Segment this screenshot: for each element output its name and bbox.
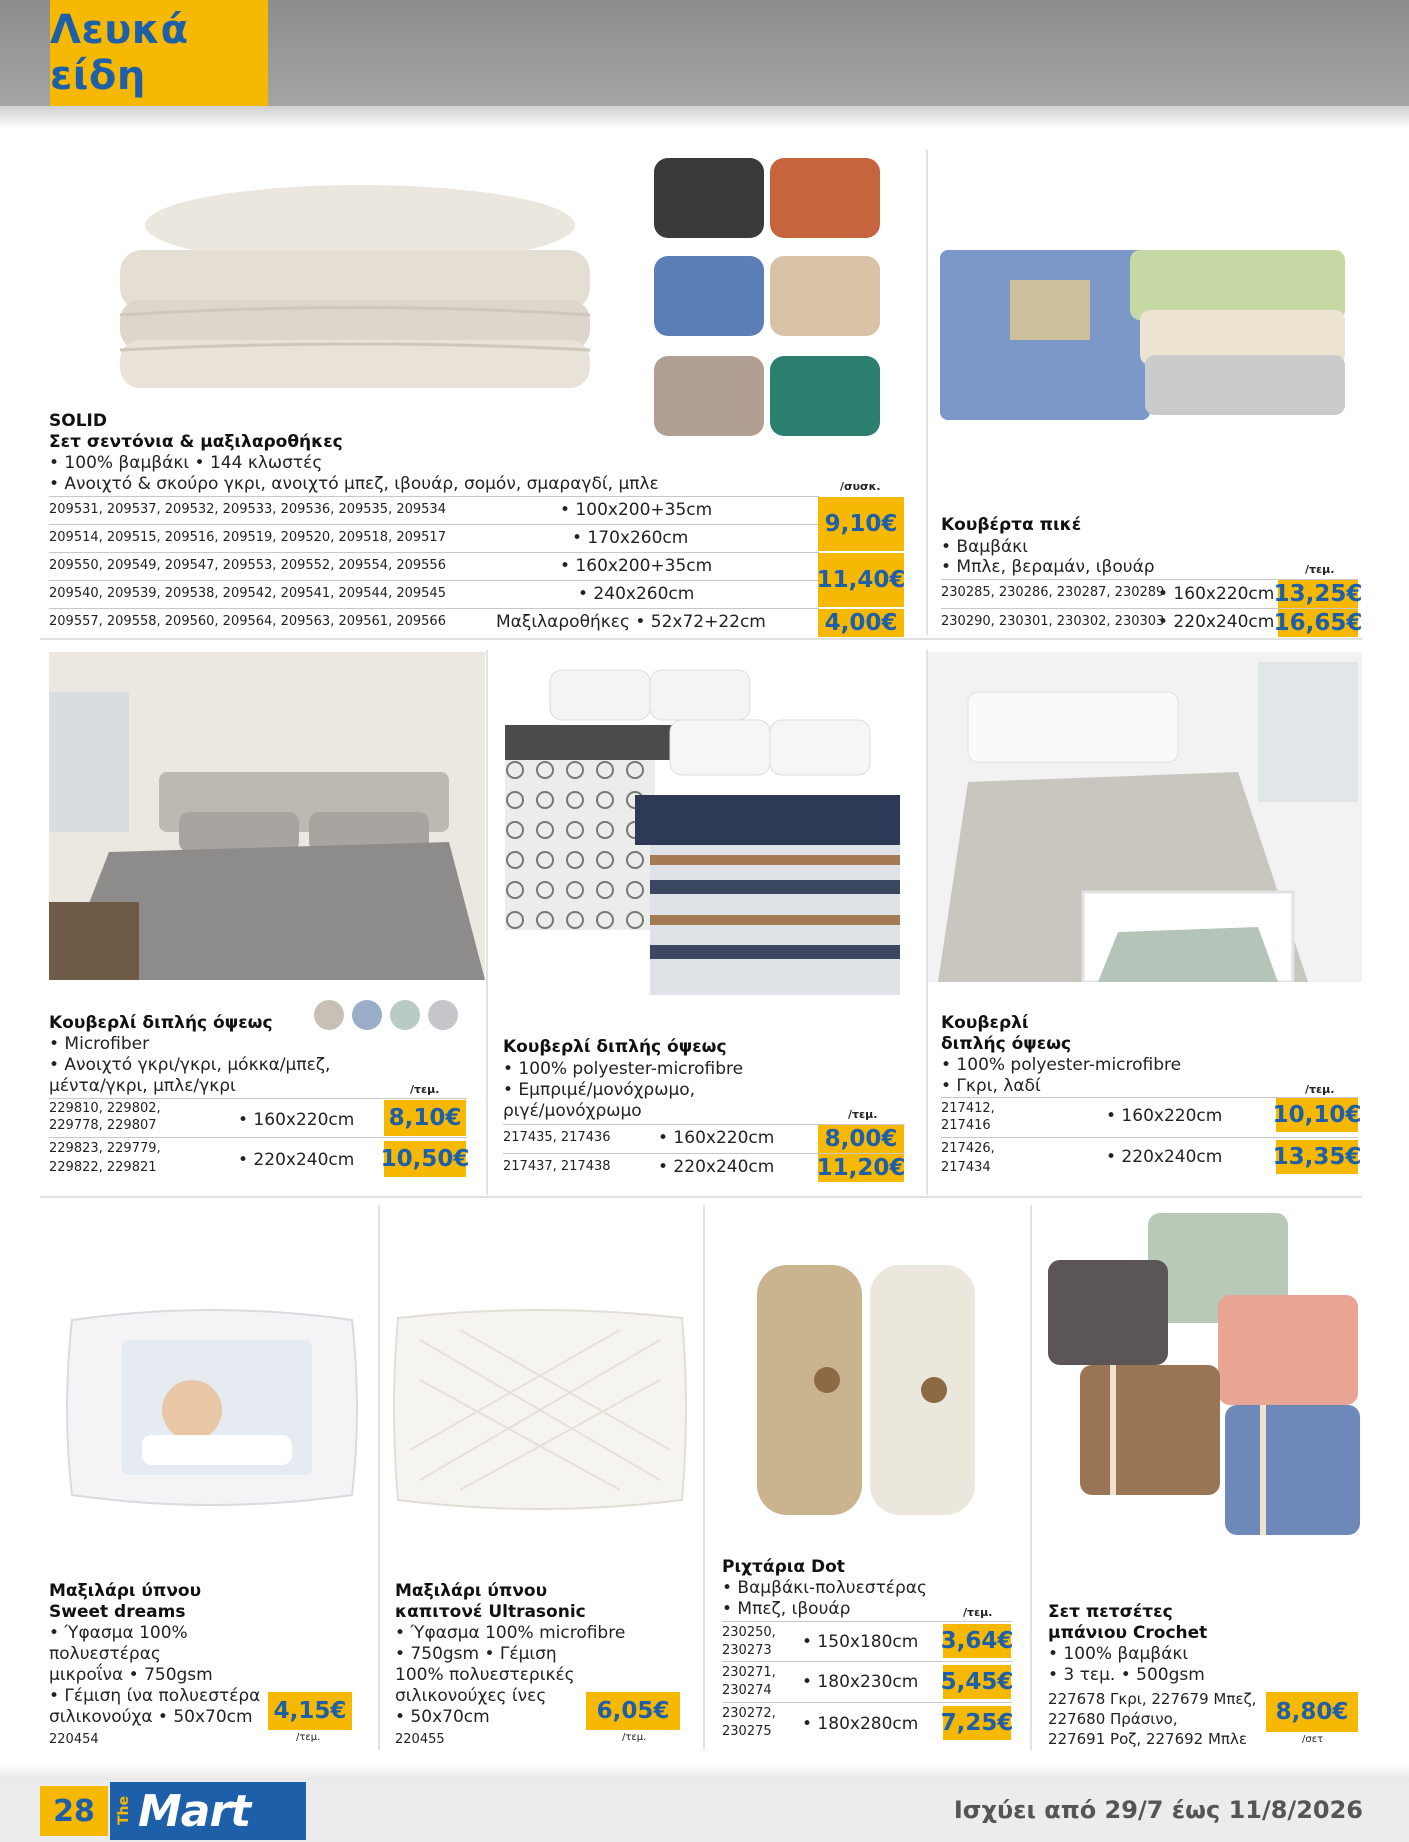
p7-code: 220455 — [395, 1732, 445, 1747]
p9-name-1: Σετ πετσέτες — [1048, 1602, 1173, 1622]
p1-codes-1: 209531, 209537, 209532, 209533, 209536, 209535, 209534 — [49, 502, 446, 517]
p2-size-2: • 220x240cm — [1158, 612, 1275, 632]
swatch-mocha — [314, 1000, 344, 1030]
swatch-blue — [352, 1000, 382, 1030]
p5-codes-2a: 217426, — [941, 1141, 995, 1156]
p6-price: 4,15€ — [268, 1692, 352, 1730]
sheet-set-image — [110, 180, 620, 395]
throw-dot-image — [752, 1260, 982, 1520]
p8-price-3: 7,25€ — [943, 1706, 1011, 1740]
p7-bullet-5: • 50x70cm — [395, 1707, 490, 1727]
category-title: Λευκά είδη — [50, 7, 189, 99]
p1-codes-5: 209557, 209558, 209560, 209564, 209563, 209561, 209566 — [49, 614, 446, 629]
p4-name: Κουβερλί διπλής όψεως — [503, 1037, 727, 1057]
pillow-ultrasonic-image — [390, 1300, 690, 1520]
p7-bullet-1: • Ύφασμα 100% microfibre — [395, 1623, 626, 1643]
p7-name-1: Μαξιλάρι ύπνου — [395, 1581, 548, 1601]
p3-price-2: 10,50€ — [384, 1141, 466, 1177]
p1-unit: /συσκ. — [840, 480, 881, 493]
p8-codes-3a: 230272, — [722, 1706, 776, 1721]
p5-price-1: 10,10€ — [1276, 1098, 1358, 1132]
p1-size-1: • 100x200+35cm — [560, 500, 713, 520]
p9-price: 8,80€ — [1266, 1692, 1358, 1732]
p1-name: Σετ σεντόνια & μαξιλαροθήκες — [49, 432, 343, 452]
p8-bullet-2: • Μπεζ, ιβουάρ — [722, 1599, 851, 1619]
p6-bullet-2: πολυεστέρας — [49, 1644, 161, 1664]
divider — [703, 1205, 705, 1750]
p3-bullet-3: μέντα/γκρι, μπλε/γκρι — [49, 1076, 236, 1096]
p4-unit: /τεμ. — [848, 1108, 878, 1121]
p4-codes-2: 217437, 217438 — [503, 1159, 611, 1174]
divider — [486, 650, 488, 1195]
p3-codes-2b: 229822, 229821 — [49, 1160, 157, 1175]
p2-unit: /τεμ. — [1305, 563, 1335, 576]
p3-bullet-1: • Microfiber — [49, 1034, 150, 1054]
p5-codes-2b: 217434 — [941, 1160, 991, 1175]
coverlet-patterned-image — [500, 665, 915, 995]
p2-codes-1: 230285, 230286, 230287, 230289 — [941, 585, 1165, 600]
p1-size-2: • 170x260cm — [572, 528, 689, 548]
p4-bullet-2: • Εμπριμέ/μονόχρωμο, — [503, 1080, 696, 1100]
p3-price-1: 8,10€ — [384, 1100, 466, 1136]
p9-bullet-2: • 3 τεμ. • 500gsm — [1048, 1665, 1205, 1685]
p8-price-1: 3,64€ — [943, 1624, 1011, 1658]
p5-unit: /τεμ. — [1305, 1083, 1335, 1096]
p6-name-2: Sweet dreams — [49, 1602, 186, 1622]
p2-name: Κουβέρτα πικέ — [941, 515, 1082, 535]
p6-bullet-3: μικροΐνα • 750gsm — [49, 1665, 213, 1685]
p8-size-2: • 180x230cm — [802, 1672, 919, 1692]
p5-bullet-1: • 100% polyester-microfibre — [941, 1055, 1182, 1075]
p6-name-1: Μαξιλάρι ύπνου — [49, 1581, 202, 1601]
p8-size-3: • 180x280cm — [802, 1714, 919, 1734]
p4-bullet-1: • 100% polyester-microfibre — [503, 1059, 744, 1079]
category-tab — [50, 0, 268, 106]
p3-size-1: • 160x220cm — [238, 1110, 355, 1130]
p3-codes-2a: 229823, 229779, — [49, 1141, 161, 1156]
p8-codes-2b: 230274 — [722, 1683, 772, 1698]
sheet-colors-image — [652, 150, 882, 450]
p5-size-2: • 220x240cm — [1106, 1147, 1223, 1167]
p8-unit: /τεμ. — [963, 1606, 993, 1619]
p5-name-1: Κουβερλί — [941, 1013, 1029, 1033]
p9-bullet-1: • 100% βαμβάκι — [1048, 1644, 1189, 1664]
divider — [926, 150, 928, 635]
p2-codes-2: 230290, 230301, 230302, 230303 — [941, 614, 1165, 629]
p3-unit: /τεμ. — [410, 1083, 440, 1096]
p8-codes-3b: 230275 — [722, 1724, 772, 1739]
p3-bullet-2: • Ανοιχτό γκρι/γκρι, μόκκα/μπεζ, — [49, 1055, 331, 1075]
towel-set-image — [1040, 1205, 1362, 1545]
p4-price-2: 11,20€ — [816, 1155, 906, 1181]
p8-bullet-1: • Βαμβάκι-πολυεστέρας — [722, 1578, 927, 1598]
divider — [40, 1196, 1362, 1198]
footer-shadow — [0, 1764, 1409, 1780]
p2-price-1: 13,25€ — [1273, 581, 1363, 607]
p8-codes-1a: 230250, — [722, 1625, 776, 1640]
p1-price-1: 9,10€ — [818, 497, 904, 551]
p1-codes-2: 209514, 209515, 209516, 209519, 209520, 209518, 209517 — [49, 530, 446, 545]
p5-bullet-2: • Γκρι, λαδί — [941, 1076, 1041, 1096]
p1-brand: SOLID — [49, 411, 107, 431]
blanket-pique-image — [930, 220, 1360, 435]
coverlet-grey-image — [49, 652, 485, 980]
validity-text: Ισχύει από 29/7 έως 11/8/2026 — [953, 1796, 1363, 1824]
p9-codes-1: 227678 Γκρι, 227679 Μπεζ, — [1048, 1690, 1257, 1708]
logo-mart-icon — [110, 1782, 306, 1840]
divider — [378, 1205, 380, 1750]
p6-unit: /τεμ. — [296, 1732, 321, 1743]
p4-size-1: • 160x220cm — [658, 1128, 775, 1148]
header-shadow — [0, 106, 1409, 128]
p5-price-2: 13,35€ — [1276, 1140, 1358, 1174]
p6-code: 220454 — [49, 1732, 99, 1747]
p9-name-2: μπάνιου Crochet — [1048, 1623, 1208, 1643]
p1-size-4: • 240x260cm — [578, 584, 695, 604]
p4-size-2: • 220x240cm — [658, 1157, 775, 1177]
p2-bullet-2: • Μπλε, βεραμάν, ιβουάρ — [941, 557, 1155, 577]
p8-size-1: • 150x180cm — [802, 1632, 919, 1652]
p4-codes-1: 217435, 217436 — [503, 1130, 611, 1145]
p9-unit: /σετ — [1302, 1734, 1324, 1745]
coverlet-light-image — [928, 652, 1362, 982]
p2-price-2: 16,65€ — [1273, 610, 1363, 636]
p8-price-2: 5,45€ — [943, 1665, 1011, 1699]
p7-bullet-4: σιλικονούχες ίνες — [395, 1686, 547, 1706]
p5-codes-1a: 217412, — [941, 1101, 995, 1116]
swatch-mint — [390, 1000, 420, 1030]
p1-price-3: 4,00€ — [818, 609, 904, 637]
p3-size-2: • 220x240cm — [238, 1150, 355, 1170]
p1-price-2: 11,40€ — [818, 553, 904, 607]
p7-name-2: καπιτονέ Ultrasonic — [395, 1602, 586, 1622]
p5-name-2: διπλής όψεως — [941, 1034, 1072, 1054]
p1-codes-3: 209550, 209549, 209547, 209553, 209552, 209554, 209556 — [49, 558, 446, 573]
p4-price-1: 8,00€ — [818, 1125, 904, 1153]
p2-bullet-1: • Βαμβάκι — [941, 537, 1028, 557]
p1-codes-4: 209540, 209539, 209538, 209542, 209541, 209544, 209545 — [49, 586, 446, 601]
p7-bullet-2: • 750gsm • Γέμιση — [395, 1644, 557, 1664]
pillow-sweet-dreams-image — [62, 1300, 362, 1515]
p8-name: Ριχτάρια Dot — [722, 1557, 845, 1577]
p8-codes-2a: 230271, — [722, 1665, 776, 1680]
page-number: 28 — [40, 1786, 108, 1836]
p6-bullet-5: σιλικονούχα • 50x70cm — [49, 1707, 253, 1727]
p7-price: 6,05€ — [586, 1692, 680, 1730]
p3-name: Κουβερλί διπλής όψεως — [49, 1013, 273, 1033]
logo-the: The — [116, 1795, 132, 1825]
p5-codes-1b: 217416 — [941, 1118, 991, 1133]
p1-size-3: • 160x200+35cm — [560, 556, 713, 576]
p9-codes-2: 227680 Πράσινο, — [1048, 1710, 1178, 1728]
p8-codes-1b: 230273 — [722, 1643, 772, 1658]
p2-size-1: • 160x220cm — [1158, 584, 1275, 604]
p4-bullet-3: ριγέ/μονόχρωμο — [503, 1101, 642, 1121]
p6-bullet-1: • Ύφασμα 100% — [49, 1623, 188, 1643]
logo-mart: Mart — [138, 1785, 251, 1837]
divider — [1030, 1205, 1032, 1750]
p7-unit: /τεμ. — [622, 1732, 647, 1743]
p3-codes-1a: 229810, 229802, — [49, 1101, 161, 1116]
p7-bullet-3: 100% πολυεστερικές — [395, 1665, 575, 1685]
p3-codes-1b: 229778, 229807 — [49, 1118, 157, 1133]
divider — [40, 638, 1362, 640]
p5-size-1: • 160x220cm — [1106, 1106, 1223, 1126]
p9-codes-3: 227691 Ροζ, 227692 Μπλε — [1048, 1730, 1247, 1748]
p1-bullet-2: • Ανοιχτό & σκούρο γκρι, ανοιχτό μπεζ, ιβουάρ, σομόν, σμαραγδί, μπλε — [49, 474, 659, 494]
swatch-grey — [428, 1000, 458, 1030]
p1-bullet-1: • 100% βαμβάκι • 144 κλωστές — [49, 453, 323, 473]
p1-size-5: Μαξιλαροθήκες • 52x72+22cm — [496, 612, 766, 632]
p6-bullet-4: • Γέμιση ίνα πολυεστέρα — [49, 1686, 261, 1706]
